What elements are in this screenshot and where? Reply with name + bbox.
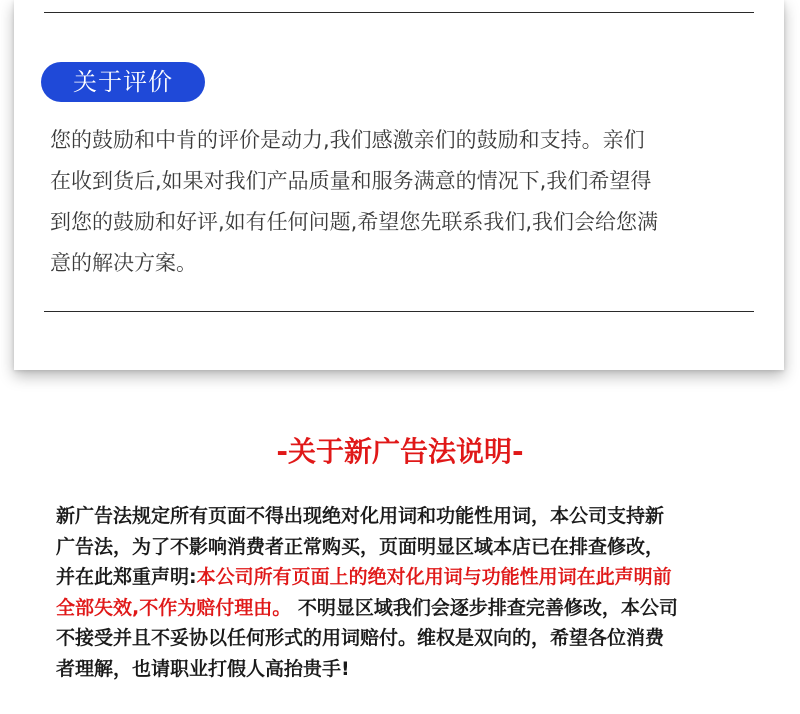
ad-law-paragraph xyxy=(56,501,776,684)
review-card xyxy=(14,0,784,370)
ad-law-line: 不接受并且不妥协以任何形式的用词赔付。维权是双向的，希望各位消费 xyxy=(56,627,665,649)
ad-law-line: 广告法，为了不影响消费者正常购买，页面明显区域本店已在排查修改， xyxy=(56,535,665,558)
ad-law-title: -关于新广告法说明- xyxy=(276,435,524,468)
top-divider xyxy=(44,12,754,13)
review-line: 在收到货后,如果对我们产品质量和服务满意的情况下,我们希望得 xyxy=(50,169,652,193)
review-paragraph xyxy=(50,120,760,284)
review-line: 意的解决方案。 xyxy=(50,251,197,275)
ad-law-line: 者理解，也请职业打假人高抬贵手! xyxy=(56,657,350,680)
ad-law-line: 新广告法规定所有页面不得出现绝对化用词和功能性用词，本公司支持新 xyxy=(56,505,665,527)
ad-law-text: 并在此郑重声明: xyxy=(56,566,197,588)
review-line: 到您的鼓励和好评,如有任何问题,希望您先联系我们,我们会给您满 xyxy=(50,210,659,234)
review-section-title: 关于评价 xyxy=(41,62,205,102)
ad-law-red-statement: 本公司所有页面上的绝对化用词与功能性用词在此声明前 xyxy=(196,566,672,588)
ad-law-text: 不明显区域我们会逐步排查完善修改，本公司 xyxy=(291,596,678,619)
ad-law-red-statement: 全部失效,不作为赔付理由。 xyxy=(56,596,292,619)
bottom-divider xyxy=(44,311,754,312)
ad-law-line xyxy=(56,562,776,593)
ad-law-line xyxy=(56,593,776,624)
review-line: 您的鼓励和中肯的评价是动力,我们感激亲们的鼓励和支持。亲们 xyxy=(50,128,645,152)
